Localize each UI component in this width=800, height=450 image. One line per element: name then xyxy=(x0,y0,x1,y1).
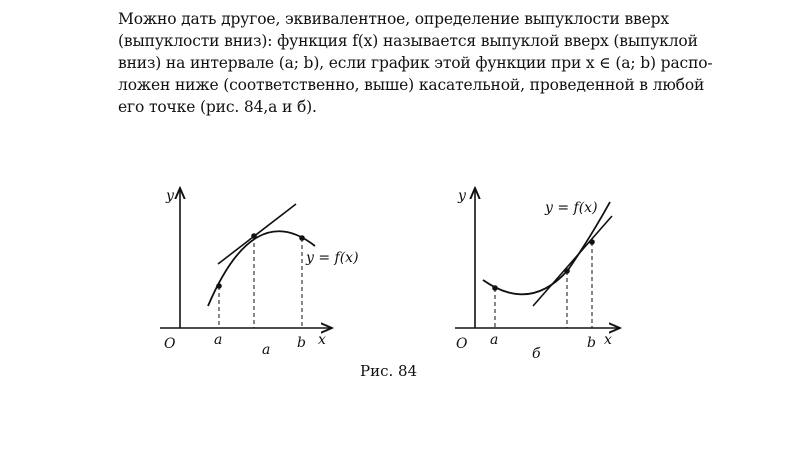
origin-label: O xyxy=(456,336,468,352)
b-label: b xyxy=(297,335,306,351)
x-label: x xyxy=(604,332,612,348)
tangent-line xyxy=(218,204,296,264)
point-a xyxy=(216,283,222,289)
point-tangent xyxy=(251,233,257,239)
point-tangent xyxy=(564,268,570,274)
figure-caption: Рис. 84 xyxy=(360,362,418,380)
curve-label: y = f(x) xyxy=(306,250,359,266)
curve-label: y = f(x) xyxy=(545,200,598,216)
paragraph-line: ложен ниже (соответственно, выше) касательной, проведенной в любой xyxy=(118,76,705,94)
paragraph-line: (выпуклости вниз): функция f(x) называется выпуклой вверх (выпуклой xyxy=(118,32,698,50)
x-label: x xyxy=(318,332,326,348)
figure-convex-up xyxy=(150,178,390,363)
point-a xyxy=(492,285,498,291)
b-label: b xyxy=(587,335,596,351)
paragraph-line: вниз) на интервале (a; b), если график этой функции при x ∈ (a; b) распо- xyxy=(118,54,713,72)
y-label: y xyxy=(458,188,466,204)
point-b xyxy=(589,239,595,245)
sub-label: б xyxy=(532,346,541,362)
y-label: y xyxy=(166,188,174,204)
paragraph-line: Можно дать другое, эквивалентное, определение выпуклости вверх xyxy=(118,10,669,28)
point-b xyxy=(299,235,305,241)
origin-label: O xyxy=(164,336,176,352)
tangent-line xyxy=(533,216,612,306)
sub-label: а xyxy=(262,342,271,358)
a-label: a xyxy=(214,332,223,348)
paragraph-line: его точке (рис. 84,а и б). xyxy=(118,98,317,116)
curve xyxy=(208,231,315,306)
figure-convex-down xyxy=(440,178,680,363)
paragraph xyxy=(118,8,713,118)
a-label: a xyxy=(490,332,499,348)
